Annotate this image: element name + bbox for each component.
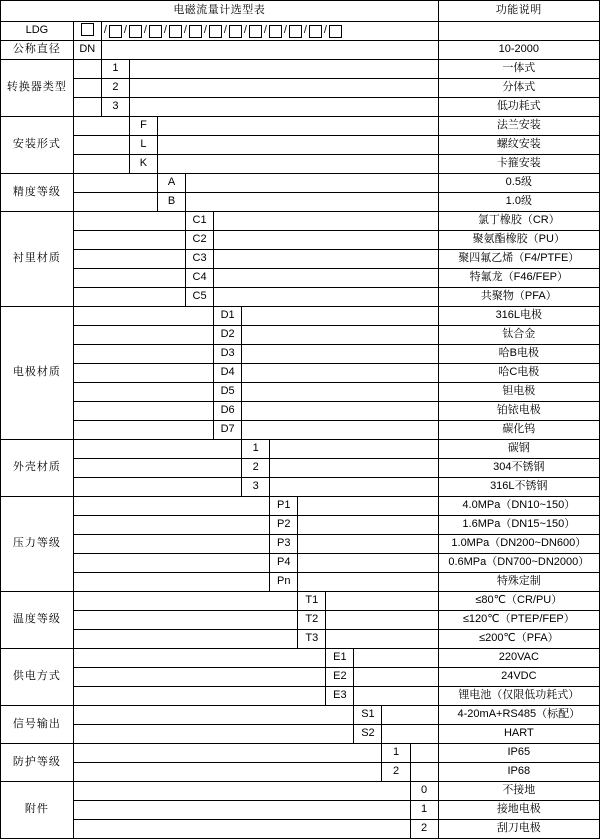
option-code[interactable]: 3 — [101, 98, 129, 117]
spacer-right — [410, 763, 438, 782]
spacer-right — [157, 117, 438, 136]
option-desc: 一体式 — [438, 60, 599, 79]
spacer-left — [73, 744, 382, 763]
spacer-left — [73, 136, 129, 155]
table-row — [1, 60, 600, 79]
spacer-right — [214, 212, 439, 231]
option-desc: 接地电极 — [438, 801, 599, 820]
option-desc: 氯丁橡胶（CR） — [438, 212, 599, 231]
table-row — [1, 649, 600, 668]
spacer-right — [242, 326, 438, 345]
spacer-right — [270, 440, 438, 459]
spacer-right — [298, 516, 438, 535]
option-desc: 316L电极 — [438, 307, 599, 326]
spacer-left — [73, 440, 241, 459]
spacer-left — [73, 763, 382, 782]
spacer-left — [73, 98, 101, 117]
option-desc: 法兰安装 — [438, 117, 599, 136]
table-row — [1, 706, 600, 725]
spacer-left — [73, 535, 269, 554]
spacer-right — [382, 725, 438, 744]
table-row — [1, 193, 600, 212]
table-row — [1, 668, 600, 687]
option-code[interactable]: D7 — [214, 421, 242, 440]
option-code[interactable]: 2 — [410, 820, 438, 839]
option-code[interactable]: S1 — [354, 706, 382, 725]
spacer-left — [73, 649, 326, 668]
option-code[interactable]: P2 — [270, 516, 298, 535]
spacer-right — [354, 668, 438, 687]
option-code[interactable]: S2 — [354, 725, 382, 744]
table-row — [1, 554, 600, 573]
option-code[interactable]: B — [157, 193, 185, 212]
table-row — [1, 98, 600, 117]
option-code[interactable]: D4 — [214, 364, 242, 383]
table-row — [1, 383, 600, 402]
option-desc: 4.0MPa（DN10~150） — [438, 497, 599, 516]
table-row — [1, 250, 600, 269]
option-desc: ≤120℃（PTEP/FEP） — [438, 611, 599, 630]
table-row — [1, 725, 600, 744]
option-desc: 刮刀电极 — [438, 820, 599, 839]
page-title: 电磁流量计选型表 — [1, 1, 439, 22]
row-nominal-diameter — [1, 41, 600, 60]
spacer-right — [410, 744, 438, 763]
spacer-right — [298, 497, 438, 516]
row-label: 附件 — [1, 782, 74, 839]
option-desc: 铂铱电极 — [438, 402, 599, 421]
row-label: 压力等级 — [1, 497, 74, 592]
spacer-left — [73, 79, 101, 98]
spacer-right — [129, 60, 438, 79]
option-code[interactable]: 1 — [242, 440, 270, 459]
option-code[interactable]: P1 — [270, 497, 298, 516]
option-desc: 0.5级 — [438, 174, 599, 193]
spacer-right — [326, 611, 438, 630]
option-code[interactable]: F — [129, 117, 157, 136]
spacer-left — [73, 592, 298, 611]
row-label: 信号输出 — [1, 706, 74, 744]
row-label: 温度等级 — [1, 592, 74, 649]
option-code[interactable]: T1 — [298, 592, 326, 611]
table-row — [1, 326, 600, 345]
table-row — [1, 744, 600, 763]
option-code[interactable]: T3 — [298, 630, 326, 649]
spacer-right — [214, 250, 439, 269]
spacer-right — [129, 79, 438, 98]
option-code[interactable]: 2 — [101, 79, 129, 98]
option-code[interactable]: D1 — [214, 307, 242, 326]
dn-code: DN — [73, 41, 101, 60]
table-row — [1, 269, 600, 288]
spacer-left — [73, 60, 101, 79]
spacer-right — [242, 383, 438, 402]
spacer-right — [214, 231, 439, 250]
option-code[interactable]: E2 — [326, 668, 354, 687]
table-row — [1, 174, 600, 193]
option-desc: ≤200℃（PFA） — [438, 630, 599, 649]
option-desc: HART — [438, 725, 599, 744]
table-row — [1, 345, 600, 364]
option-desc: IP65 — [438, 744, 599, 763]
table-row — [1, 516, 600, 535]
option-desc: 316L不锈钢 — [438, 478, 599, 497]
spacer-right — [326, 592, 438, 611]
option-code[interactable]: C2 — [186, 231, 214, 250]
table-row — [1, 478, 600, 497]
spacer-right — [298, 535, 438, 554]
spacer-left — [73, 269, 185, 288]
option-code[interactable]: 0 — [410, 782, 438, 801]
table-row — [1, 763, 600, 782]
spacer-left — [73, 288, 185, 307]
spacer-left — [73, 250, 185, 269]
table-row — [1, 801, 600, 820]
table-row — [1, 288, 600, 307]
option-desc: 碳钢 — [438, 440, 599, 459]
selection-table-body — [1, 1, 600, 839]
spacer-left — [73, 326, 213, 345]
spacer-left — [73, 782, 410, 801]
option-code[interactable]: P4 — [270, 554, 298, 573]
table-row — [1, 136, 600, 155]
spacer-left — [73, 383, 213, 402]
spacer-left — [73, 117, 129, 136]
spacer-left — [73, 231, 185, 250]
option-code[interactable]: 1 — [410, 801, 438, 820]
table-row — [1, 630, 600, 649]
option-desc: 24VDC — [438, 668, 599, 687]
table-row — [1, 79, 600, 98]
option-code[interactable]: D5 — [214, 383, 242, 402]
option-desc: 哈B电极 — [438, 345, 599, 364]
table-row — [1, 231, 600, 250]
spacer-right — [270, 459, 438, 478]
spacer-left — [73, 155, 129, 174]
option-desc: 钛合金 — [438, 326, 599, 345]
spacer-right — [157, 155, 438, 174]
option-desc: IP68 — [438, 763, 599, 782]
model-code-row — [1, 22, 600, 41]
spacer-right — [129, 98, 438, 117]
option-code[interactable]: D3 — [214, 345, 242, 364]
table-row — [1, 440, 600, 459]
spacer-right — [298, 573, 438, 592]
spacer-right — [242, 345, 438, 364]
option-code[interactable]: K — [129, 155, 157, 174]
table-row — [1, 573, 600, 592]
option-desc: 卡箍安装 — [438, 155, 599, 174]
spacer-left — [73, 212, 185, 231]
option-code[interactable]: C4 — [186, 269, 214, 288]
row-label: 公称直径 — [1, 41, 74, 60]
table-row — [1, 155, 600, 174]
option-code[interactable]: P3 — [270, 535, 298, 554]
spacer-right — [242, 307, 438, 326]
spacer-left — [73, 630, 298, 649]
spacer-right — [186, 193, 439, 212]
table-row — [1, 535, 600, 554]
option-desc: 4-20mA+RS485（标配） — [438, 706, 599, 725]
option-desc: 分体式 — [438, 79, 599, 98]
row-label: 安装形式 — [1, 117, 74, 174]
spacer-right — [354, 649, 438, 668]
row-label: 防护等级 — [1, 744, 74, 782]
row-label: 供电方式 — [1, 649, 74, 706]
table-row — [1, 820, 600, 839]
spacer-right — [214, 288, 439, 307]
option-code[interactable]: C3 — [186, 250, 214, 269]
spacer-left — [73, 687, 326, 706]
spacer-left — [73, 364, 213, 383]
option-desc: 220VAC — [438, 649, 599, 668]
option-desc: 304不锈钢 — [438, 459, 599, 478]
row-label: 衬里材质 — [1, 212, 74, 307]
spacer-left — [73, 497, 269, 516]
spacer-right — [298, 554, 438, 573]
spacer-left — [73, 725, 354, 744]
spacer-left — [73, 668, 326, 687]
spacer-left — [73, 706, 354, 725]
option-desc: 特殊定制 — [438, 573, 599, 592]
option-code[interactable]: E1 — [326, 649, 354, 668]
model-box-0 — [73, 22, 101, 41]
option-desc: 低功耗式 — [438, 98, 599, 117]
table-row — [1, 459, 600, 478]
spacer-left — [73, 174, 157, 193]
spacer-right — [326, 630, 438, 649]
row-label: 转换器类型 — [1, 60, 74, 117]
blank-cells — [101, 41, 438, 60]
spacer-right — [242, 364, 438, 383]
option-desc: 特氟龙（F46/FEP） — [438, 269, 599, 288]
option-desc: 锂电池（仅限低功耗式） — [438, 687, 599, 706]
option-code[interactable]: 2 — [242, 459, 270, 478]
row-label: 电极材质 — [1, 307, 74, 440]
row-desc: 10-2000 — [438, 41, 599, 60]
table-row — [1, 592, 600, 611]
table-row — [1, 212, 600, 231]
option-code[interactable]: 3 — [242, 478, 270, 497]
spacer-left — [73, 801, 410, 820]
table-row — [1, 687, 600, 706]
table-row — [1, 782, 600, 801]
table-row — [1, 117, 600, 136]
table-row — [1, 402, 600, 421]
option-desc: 不接地 — [438, 782, 599, 801]
option-code[interactable]: 1 — [382, 744, 410, 763]
spacer-left — [73, 459, 241, 478]
option-desc: 聚四氟乙烯（F4/PTFE） — [438, 250, 599, 269]
spacer-right — [214, 269, 439, 288]
spacer-left — [73, 402, 213, 421]
spacer-right — [242, 402, 438, 421]
option-code[interactable]: C1 — [186, 212, 214, 231]
option-code[interactable]: 2 — [382, 763, 410, 782]
spacer-left — [73, 573, 269, 592]
spacer-left — [73, 516, 269, 535]
table-row — [1, 364, 600, 383]
model-box-group: / / / / / / / / / / / / — [101, 22, 438, 41]
spacer-right — [186, 174, 439, 193]
option-desc: 1.0级 — [438, 193, 599, 212]
spacer-left — [73, 307, 213, 326]
spacer-right — [157, 136, 438, 155]
title-row — [1, 1, 600, 22]
option-code[interactable]: 1 — [101, 60, 129, 79]
option-code[interactable]: C5 — [186, 288, 214, 307]
model-row-spacer — [438, 22, 599, 41]
option-desc: 1.0MPa（DN200~DN600） — [438, 535, 599, 554]
table-row — [1, 611, 600, 630]
option-code[interactable]: T2 — [298, 611, 326, 630]
option-desc: 螺纹安装 — [438, 136, 599, 155]
option-code[interactable]: L — [129, 136, 157, 155]
row-label: 精度等级 — [1, 174, 74, 212]
option-desc: 0.6MPa（DN700~DN2000） — [438, 554, 599, 573]
option-code[interactable]: D6 — [214, 402, 242, 421]
option-desc: 聚氨酯橡胶（PU） — [438, 231, 599, 250]
spacer-left — [73, 345, 213, 364]
option-code[interactable]: D2 — [214, 326, 242, 345]
row-label: 外壳材质 — [1, 440, 74, 497]
option-code[interactable]: A — [157, 174, 185, 193]
option-desc: 1.6MPa（DN15~150） — [438, 516, 599, 535]
option-desc: 共聚物（PFA） — [438, 288, 599, 307]
function-header: 功能说明 — [438, 1, 599, 22]
spacer-left — [73, 193, 157, 212]
spacer-right — [382, 706, 438, 725]
table-row — [1, 497, 600, 516]
table-row — [1, 307, 600, 326]
option-code[interactable]: Pn — [270, 573, 298, 592]
spacer-left — [73, 820, 410, 839]
option-desc: 哈C电极 — [438, 364, 599, 383]
spacer-left — [73, 554, 269, 573]
spacer-left — [73, 421, 213, 440]
spacer-left — [73, 611, 298, 630]
option-desc: ≤80℃（CR/PU） — [438, 592, 599, 611]
option-desc: 钽电极 — [438, 383, 599, 402]
option-code[interactable]: E3 — [326, 687, 354, 706]
spacer-right — [354, 687, 438, 706]
spacer-right — [270, 478, 438, 497]
table-row — [1, 421, 600, 440]
option-desc: 碳化钨 — [438, 421, 599, 440]
spacer-right — [242, 421, 438, 440]
model-prefix: LDG — [1, 22, 74, 41]
spacer-left — [73, 478, 241, 497]
